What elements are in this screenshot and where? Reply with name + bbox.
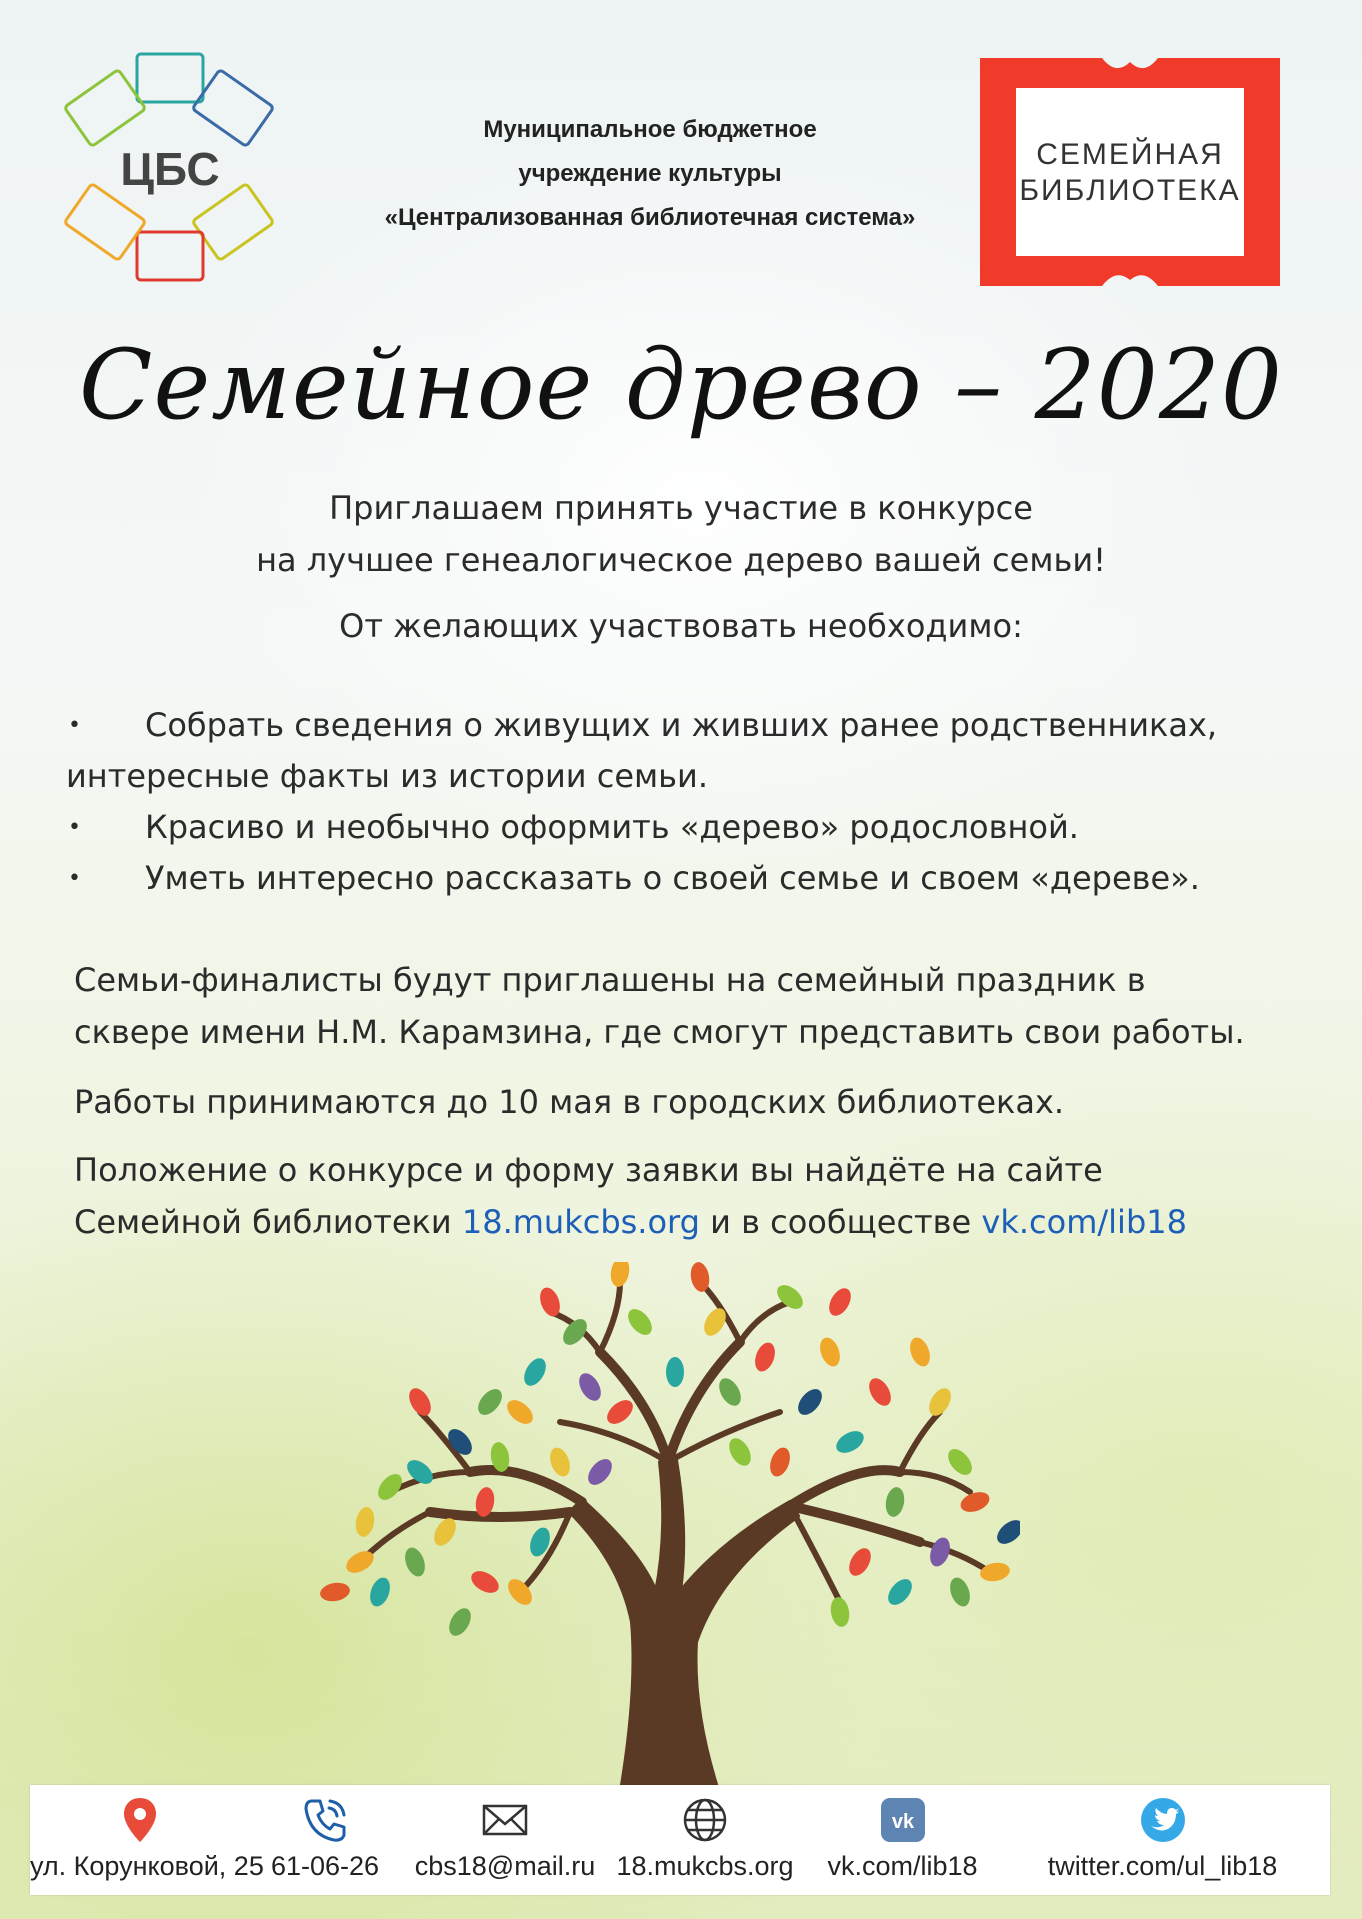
footer-twitter[interactable] (995, 1785, 1330, 1895)
footer-email[interactable] (410, 1785, 600, 1895)
phone-icon (300, 1795, 350, 1845)
phone-text: 61-06-26 (270, 1851, 380, 1881)
map-pin-icon (115, 1795, 165, 1845)
requirement-1-line-2: интересные факты из истории семьи. (66, 757, 708, 795)
finalists-paragraph (74, 954, 1324, 1058)
list-item (66, 853, 1306, 904)
requirements-label: От желающих участвовать необходимо: (339, 607, 1023, 645)
footer-website[interactable] (605, 1785, 805, 1895)
twitter-icon (1138, 1795, 1188, 1845)
rules-line-2-prefix: Семейной библиотеки (74, 1203, 462, 1241)
vk-link[interactable]: vk.com/lib18 (981, 1203, 1187, 1241)
logo-book-top-left (64, 69, 146, 146)
family-library-logo (980, 58, 1280, 286)
deadline-paragraph: Работы принимаются до 10 мая в городских библиотеках. (74, 1083, 1065, 1121)
footer-address (30, 1785, 264, 1895)
logo-book-top (137, 54, 203, 102)
family-tree-illustration (320, 1262, 1020, 1797)
invitation-line-1: Приглашаем принять участие в конкурсе (329, 489, 1033, 527)
twitter-text: twitter.com/ul_lib18 (1047, 1851, 1278, 1881)
address-text: ул. Корунковой, 25 (30, 1851, 264, 1881)
rules-line-1: Положение о конкурсе и форму заявки вы найдёте на сайте (74, 1151, 1103, 1189)
globe-icon (680, 1795, 730, 1845)
library-logo-line-2: БИБЛИОТЕКА (1019, 174, 1241, 207)
website-text: 18.mukcbs.org (616, 1851, 794, 1881)
page-title: Семейное древо – 2020 (79, 329, 1283, 441)
invitation-text (0, 482, 1362, 586)
rules-line-2-mid: и в сообществе (699, 1203, 982, 1241)
bullet: • (68, 815, 81, 840)
contact-footer (30, 1785, 1330, 1895)
org-line-1: Муниципальное бюджетное (483, 116, 817, 143)
footer-vk[interactable] (810, 1785, 995, 1895)
finalists-line-2: сквере имени Н.М. Карамзина, где смогут представить свои работы. (74, 1013, 1245, 1051)
bullet: • (68, 866, 81, 891)
vk-icon (878, 1795, 928, 1845)
svg-text:vk: vk (891, 1811, 914, 1833)
organization-name (330, 108, 970, 240)
cbs-logo-text: ЦБС (120, 143, 220, 195)
requirement-3: Уметь интересно рассказать о своей семье и своем «дереве». (145, 859, 1200, 897)
invitation-line-2: на лучшее генеалогическое дерево вашей семьи! (256, 541, 1106, 579)
list-item (66, 802, 1306, 853)
finalists-line-1: Семьи-финалисты будут приглашены на семейный праздник в (74, 961, 1146, 999)
library-logo-line-1: СЕМЕЙНАЯ (1036, 138, 1224, 171)
email-text: cbs18@mail.ru (414, 1851, 596, 1881)
requirement-1-line-1: Собрать сведения о живущих и живших ранее родственниках, (145, 706, 1218, 744)
org-line-3: «Централизованная библиотечная система» (384, 204, 916, 231)
list-item (66, 700, 1306, 802)
site-link[interactable]: 18.mukcbs.org (461, 1203, 700, 1241)
cbs-logo (50, 48, 290, 288)
footer-phone[interactable] (250, 1785, 400, 1895)
bullet: • (68, 713, 81, 738)
vk-text: vk.com/lib18 (827, 1851, 978, 1881)
requirements-list (66, 700, 1306, 904)
envelope-icon (480, 1795, 530, 1845)
rules-paragraph (74, 1144, 1324, 1248)
logo-inner (1016, 88, 1244, 256)
rules-line-2 (74, 1196, 1324, 1248)
logo-book-bottom (137, 232, 203, 280)
requirement-2: Красиво и необычно оформить «дерево» родословной. (145, 808, 1079, 846)
org-line-2: учреждение культуры (518, 160, 782, 187)
